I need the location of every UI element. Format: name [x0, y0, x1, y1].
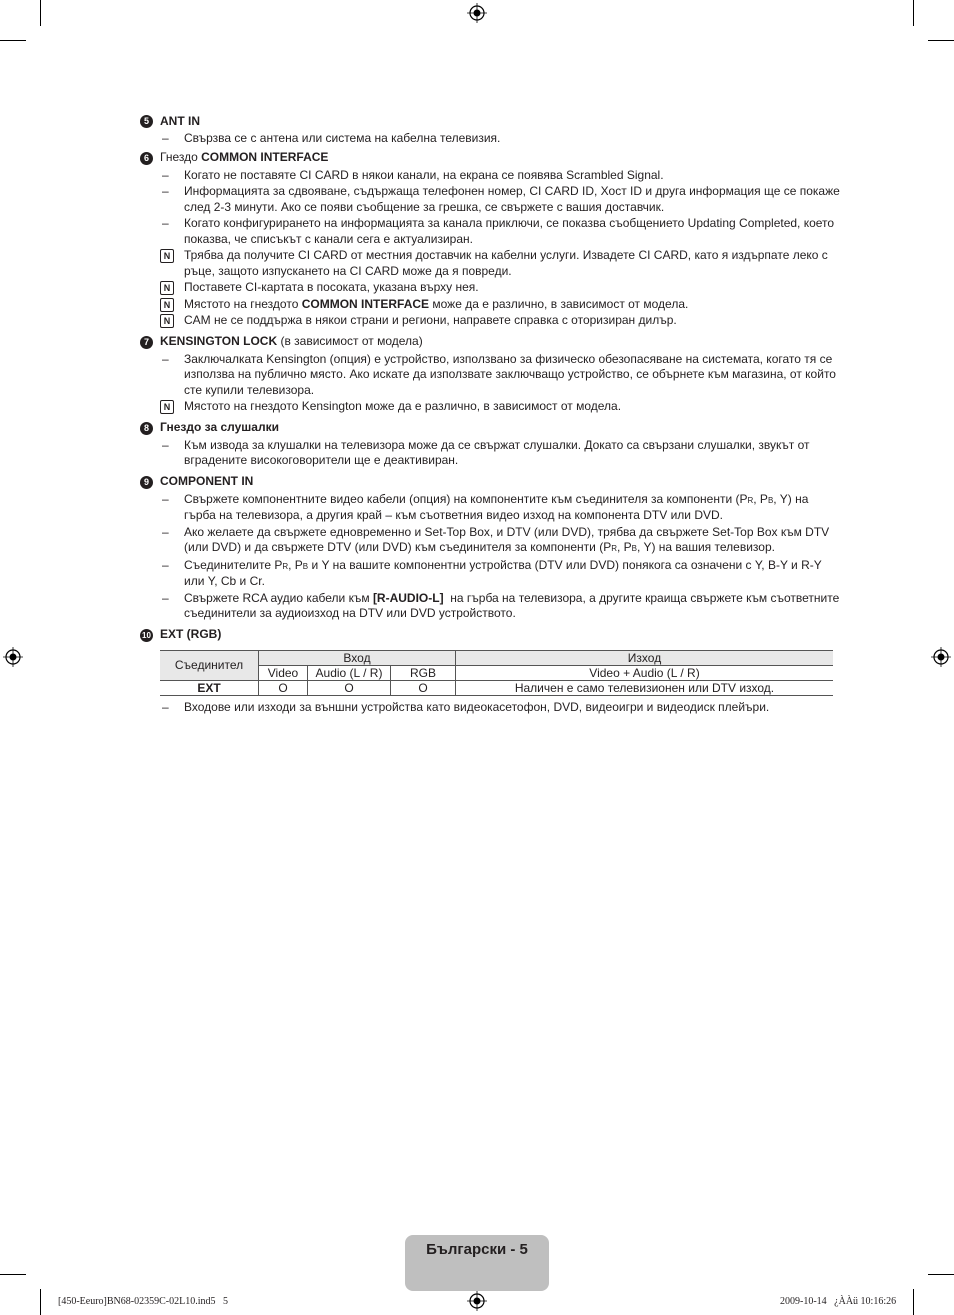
table-cell: O — [391, 680, 456, 695]
crop-mark — [928, 1274, 954, 1275]
list-item — [140, 590, 843, 622]
text-part: , P — [753, 491, 768, 506]
dash-bullet: – — [162, 184, 169, 198]
text-part: , Y) на вашия телевизор. — [637, 540, 775, 554]
table-header-output: Изход — [456, 650, 834, 665]
section-number: 9 — [140, 476, 153, 489]
section-number: 7 — [140, 336, 153, 349]
subscript: B — [767, 495, 774, 505]
item-text: Към извода за клушалки на телевизора може да се свържат слушалки. Докато са свързани слушалки, звукът от вградените високоговорители ще е деактивиран. — [184, 437, 810, 467]
text-part: , P — [288, 557, 303, 572]
subscript: B — [631, 544, 638, 553]
crop-mark — [40, 1289, 41, 1315]
text-part: на гърба на телевизора, а другите краища свържете към съответните съединители за аудиоизход на DTV или DVD устройството. — [184, 590, 843, 620]
section-heading — [140, 334, 840, 351]
registration-mark-icon — [467, 1291, 487, 1311]
section-heading — [140, 113, 840, 130]
table-subheader-video: Video — [259, 665, 308, 680]
note-text-part: Мястото на гнездото — [184, 296, 302, 311]
note-item — [140, 313, 840, 329]
table-cell: O — [259, 680, 308, 695]
dash-bullet: – — [162, 524, 169, 539]
item-text: Информацията за сдвояване, съдържаща телефонен номер, CI CARD ID, Хост ID и друга информация ще се покаже след 2-3 минути. Ако се появи съобщение за грешка, се свържете с вашия доставчик. — [184, 184, 840, 214]
section-number: 10 — [140, 629, 153, 642]
list-item — [140, 525, 840, 557]
section-title: ANT IN — [160, 113, 200, 128]
crop-mark — [913, 1289, 914, 1315]
crop-mark — [913, 0, 914, 26]
subscript: R — [747, 495, 754, 505]
dash-bullet: – — [162, 351, 169, 366]
text-part: Свържете компонентните видео кабели (опция) на компонентите към съединителя за компоненти (P — [184, 491, 748, 506]
section-number: 5 — [140, 115, 153, 128]
note-icon: N — [160, 400, 174, 414]
section-title: COMPONENT IN — [160, 474, 254, 489]
item-text: Свързва се с антена или система на кабелна телевизия. — [184, 131, 501, 145]
registration-mark-icon — [3, 647, 23, 667]
table-header-connector: Съединител — [160, 650, 259, 680]
table-subheader-video-audio: Video + Audio (L / R) — [456, 665, 834, 680]
dash-bullet: – — [162, 557, 169, 572]
text-bold: [R-AUDIO-L] — [372, 590, 444, 605]
note-icon: N — [160, 281, 174, 295]
note-text-part: може да е различно, в зависимост от модела. — [429, 296, 689, 311]
note-item — [140, 280, 840, 296]
dash-bullet: – — [162, 491, 169, 506]
section-title: Гнездо за слушалки — [160, 420, 279, 435]
section-number: 8 — [140, 422, 153, 435]
table-cell: O — [308, 680, 391, 695]
note-text-bold: COMMON INTERFACE — [301, 296, 430, 311]
section-heading — [140, 474, 840, 491]
subscript: B — [302, 561, 309, 571]
section-heading — [140, 420, 840, 437]
item-text: Заключалката Kensington (опция) е устройство, използвано за физическо обезопасяване на системата, когато тя се използва на публично място. Ако искате да използвате заключващо устройство, се обърнете към магазина, от който сте купили телевизора. — [184, 351, 836, 397]
subscript: R — [611, 544, 617, 553]
item-text: Когато не поставяте CI CARD в някои канали, на екрана се появява Scrambled Signal. — [184, 167, 664, 182]
section-title: EXT (RGB) — [160, 627, 222, 642]
list-item — [140, 168, 840, 184]
note-text: Поставете CI-картата в посоката, указана върху нея. — [184, 280, 479, 294]
note-item — [140, 297, 840, 313]
list-item — [140, 352, 840, 399]
registration-mark-icon — [931, 647, 951, 667]
ext-connector-table — [160, 650, 833, 696]
subscript: R — [282, 561, 289, 571]
text-part: и Y на вашите компонентни устройства (DTV или DVD) понякога са означени с Y, B-Y и R-Y или Y, Cb и Cr. — [184, 557, 822, 588]
footer-timestamp: 2009-10-14 ¿ÀÀü 10:16:26 — [780, 1296, 897, 1307]
list-item — [140, 492, 840, 524]
list-item — [140, 131, 840, 147]
footer-file-info: [450-Eeuro]BN68-02359C-02L10.ind5 5 — [58, 1296, 228, 1307]
section-heading — [140, 627, 840, 644]
section-title: KENSINGTON LOCK — [160, 334, 278, 349]
text-part: , P — [617, 540, 632, 554]
table-header-input: Вход — [259, 650, 456, 665]
page-label: Български - 5 — [426, 1241, 528, 1258]
crop-mark — [0, 1274, 26, 1275]
table-row-name: EXT — [160, 680, 259, 695]
dash-bullet: – — [162, 131, 169, 145]
section-title-suffix: (в зависимост от модела) — [277, 334, 423, 349]
note-icon: N — [160, 314, 174, 328]
note-text: Трябва да получите CI CARD от местния доставчик на кабелни услуги. Извадете CI CARD, като я издърпате леко с ръце, защото изпускането на CI CARD може да я повреди. — [184, 248, 828, 278]
item-text: Когато конфигурирането на информацията за канала приключи, се показва съобщението Updating Completed, което показва, че списъкът с канали сега е актуализиран. — [184, 216, 835, 246]
list-item — [140, 558, 840, 590]
dash-bullet: – — [162, 216, 169, 230]
note-text: CAM не се поддържа в някои страни и региони, направете справка с оторизиран дилър. — [184, 313, 677, 327]
item-text: Входове или изходи за външни устройства като видеокасетофон, DVD, видеоигри и видеодиск плейъри. — [184, 699, 770, 714]
list-item — [140, 184, 840, 215]
text-part: Съединителите P — [184, 557, 283, 572]
table-subheader-rgb: RGB — [391, 665, 456, 680]
list-item — [140, 438, 840, 469]
section-title: COMMON INTERFACE — [201, 150, 329, 165]
registration-mark-icon — [467, 3, 487, 23]
dash-bullet: – — [162, 699, 169, 714]
item-text — [184, 590, 843, 622]
section-heading — [140, 150, 840, 167]
section-title-prefix: Гнездо — [160, 150, 202, 165]
item-text — [184, 492, 840, 524]
dash-bullet: – — [162, 167, 169, 182]
text-part: , Y) на гърба на телевизора, а другия край – към съответния видео изход на компонента DTV или DVD. — [184, 491, 809, 522]
note-text — [184, 297, 840, 313]
crop-mark — [40, 0, 41, 26]
table-subheader-audio: Audio (L / R) — [308, 665, 391, 680]
section-number: 6 — [140, 152, 153, 165]
note-text: Мястото на гнездото Kensington може да е различно, в зависимост от модела. — [184, 399, 622, 413]
list-item — [140, 700, 840, 716]
note-icon: N — [160, 298, 174, 312]
note-icon: N — [160, 249, 174, 263]
text-part: Ако желаете да свържете едновременно и Set-Top Box, и DTV (или DVD), трябва да свържете Set-Top Box към DTV (или DVD) и да свържете DTV (или DVD) към съединителя за компоненти (P — [184, 524, 830, 554]
text-part: Свържете RCA аудио кабели към — [184, 590, 373, 605]
item-text — [184, 558, 840, 590]
dash-bullet: – — [162, 437, 169, 452]
crop-mark — [0, 40, 26, 41]
crop-mark — [928, 40, 954, 41]
dash-bullet: – — [162, 590, 169, 605]
note-item — [140, 248, 840, 279]
table-cell: Наличен е само телевизионен или DTV изход. — [456, 680, 834, 695]
note-item — [140, 399, 840, 415]
page-number-badge — [405, 1235, 549, 1291]
manual-content — [140, 110, 843, 715]
list-item — [140, 216, 840, 247]
item-text — [184, 525, 840, 557]
